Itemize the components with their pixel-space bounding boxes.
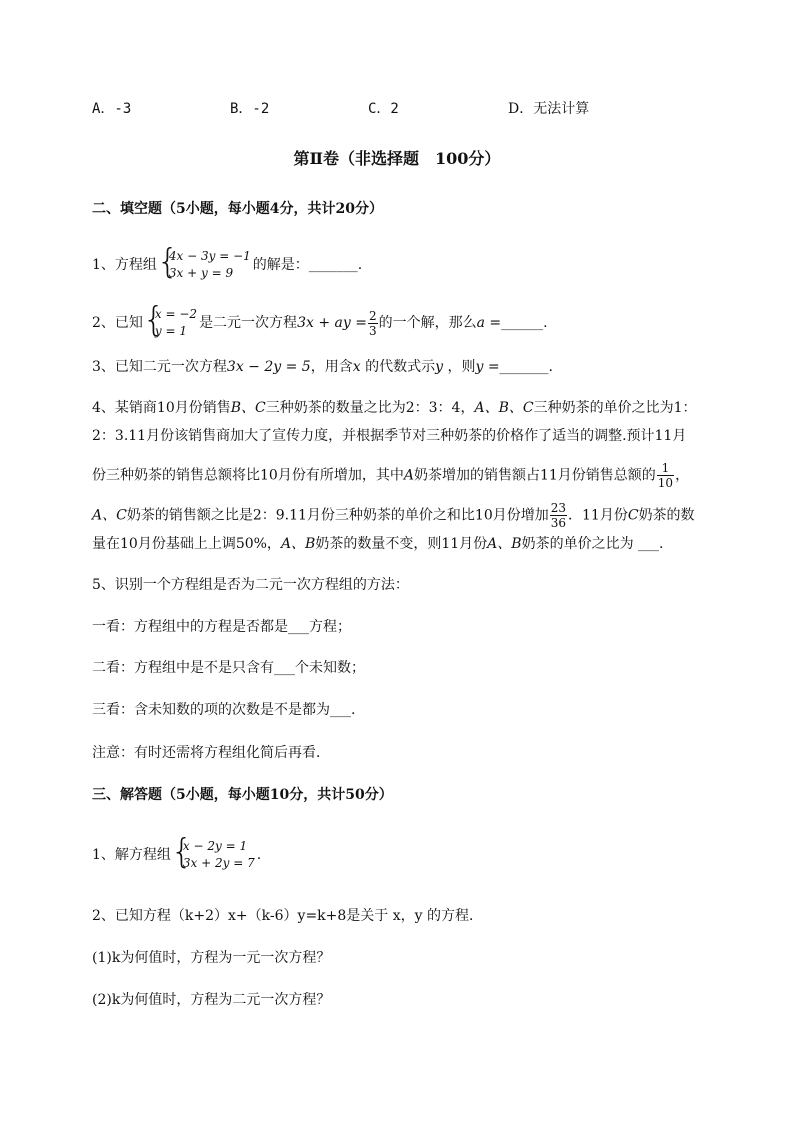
q2-suffix: 的一个解，那么 <box>378 315 477 331</box>
q2-expression: 3x + ay = <box>297 315 367 331</box>
fill-question-3 <box>92 357 553 377</box>
q4-text: 4、某销商10月份销售 <box>92 400 231 416</box>
equation-system <box>159 248 251 282</box>
q3-expression: 3x − 2y = 5 <box>226 359 311 375</box>
q4-text: 量在10月份基础上上调50%， <box>92 536 281 552</box>
solve-question-2-part-1: (1)k为何值时，方程为一元一次方程？ <box>92 950 331 966</box>
q2-prefix: 2、已知 <box>92 315 143 331</box>
q3-tail: =_______. <box>483 359 554 375</box>
q4-text: 奶茶的销售额之比是2：9.11月份三种奶茶的单价之和比10月份增加 <box>126 507 549 524</box>
q4-text: 奶茶增加的销售额占11月份销售总额的 <box>413 467 656 484</box>
fraction <box>657 461 674 490</box>
choice-a[interactable]: A．-3 <box>92 101 132 117</box>
q4-text: 奶茶的数量不变，则11月份 <box>315 536 488 552</box>
fraction-denominator: 36 <box>550 516 567 530</box>
q4-text: 奶茶的数 <box>638 507 695 524</box>
fill-question-5-look-1: 一看：方程组中的方程是否都是___方程； <box>92 619 351 635</box>
equation-system <box>173 838 255 872</box>
solve-section-heading: 三、解答题（5小题，每小题10分，共计50分） <box>92 787 393 803</box>
q4-var: A <box>403 467 414 484</box>
q3-mid: ，用含 <box>310 359 353 375</box>
fill-question-4-line-3 <box>92 461 689 490</box>
fraction-numerator: 23 <box>550 501 567 515</box>
fill-question-1 <box>92 248 362 282</box>
q3-mid2: 的代数式示 <box>360 359 436 375</box>
choice-b[interactable]: B．-2 <box>230 101 270 117</box>
part-two-title: 第Ⅱ卷（非选择题 100分） <box>293 149 501 168</box>
q4-text: 奶茶的单价之比为 ___. <box>521 536 664 552</box>
fill-question-4-line-5 <box>92 534 663 554</box>
q4-text: ．11月份 <box>568 507 628 524</box>
q4-var: A、C <box>92 507 127 524</box>
fill-question-5-look-3: 三看：含未知数的项的次数是不是都为___. <box>92 702 356 718</box>
choice-d[interactable]: D．无法计算 <box>508 101 590 117</box>
q4-text: 三种奶茶的单价之比为1： <box>533 400 697 416</box>
fill-question-2 <box>92 306 548 340</box>
solve-q1-prefix: 1、解方程组 <box>92 847 171 863</box>
fraction-denominator: 10 <box>657 476 674 490</box>
fraction <box>368 309 378 338</box>
q4-var: C <box>627 507 639 524</box>
q4-text: ， <box>675 467 690 484</box>
solve-question-2-stem: 2、已知方程（k+2）x+（k-6）y=k+8是关于 x，y 的方程． <box>92 908 483 924</box>
q4-var: A、B <box>487 536 522 552</box>
equation-2: 3x + 2y = 7 <box>182 856 255 870</box>
q3-var-y2: y <box>475 359 484 375</box>
q3-prefix: 3、已知二元一次方程 <box>92 359 227 375</box>
equation-1: { x − 2y = 1 <box>182 839 248 853</box>
fraction-numerator: 1 <box>657 461 674 476</box>
fraction-denominator: 3 <box>368 323 377 338</box>
q4-var: A、B、C <box>474 400 534 416</box>
equation-2: 3x + y = 9 <box>168 266 234 280</box>
q1-prefix: 1、方程组 <box>92 257 157 273</box>
fill-question-4-line-4 <box>92 501 695 530</box>
solve-question-2-part-2: (2)k为何值时，方程为二元一次方程？ <box>92 992 331 1008</box>
q3-mid3: ，则 <box>443 359 476 375</box>
fill-question-5-look-2: 二看：方程组中是不是只含有___个未知数； <box>92 660 365 676</box>
solution-x: { x = −2 <box>154 307 198 321</box>
fill-question-5-intro: 5、识别一个方程组是否为二元一次方程组的方法： <box>92 577 409 593</box>
solve-question-1 <box>92 838 261 872</box>
fill-question-4-line-1 <box>92 398 697 418</box>
fill-question-5-note: 注意：有时还需将方程组化简后再看． <box>92 745 330 761</box>
equation-1: { 4x − 3y = −1 <box>168 249 251 263</box>
q3-var-x: x <box>352 359 361 375</box>
q2-mid: 是二元一次方程 <box>199 315 298 331</box>
q4-text: 三种奶茶的数量之比为2：3：4， <box>265 400 475 416</box>
fill-section-heading: 二、填空题（5小题，每小题4分，共计20分） <box>92 201 383 217</box>
fill-question-4-line-2: 2：3.11月份该销售商加大了宣传力度，并根据季节对三种奶茶的价格作了适当的调整.预计11月 <box>92 428 687 444</box>
q3-var-y: y <box>435 359 443 375</box>
q2-variable: a <box>476 315 485 331</box>
q1-suffix: 的解是：_______. <box>252 257 363 273</box>
q4-var: A、B <box>280 536 316 552</box>
q4-var: B、C <box>230 400 266 416</box>
fraction-numerator: 2 <box>368 308 377 323</box>
q4-text: 份三种奶茶的销售总额将比10月份有所增加，其中 <box>92 467 404 484</box>
solve-q1-suffix: . <box>256 847 262 863</box>
fraction <box>550 501 567 530</box>
choice-c[interactable]: C．2 <box>368 101 399 117</box>
solution-y: y = 1 <box>154 324 188 338</box>
q2-tail: =______. <box>484 315 548 331</box>
solution-system <box>145 306 197 340</box>
